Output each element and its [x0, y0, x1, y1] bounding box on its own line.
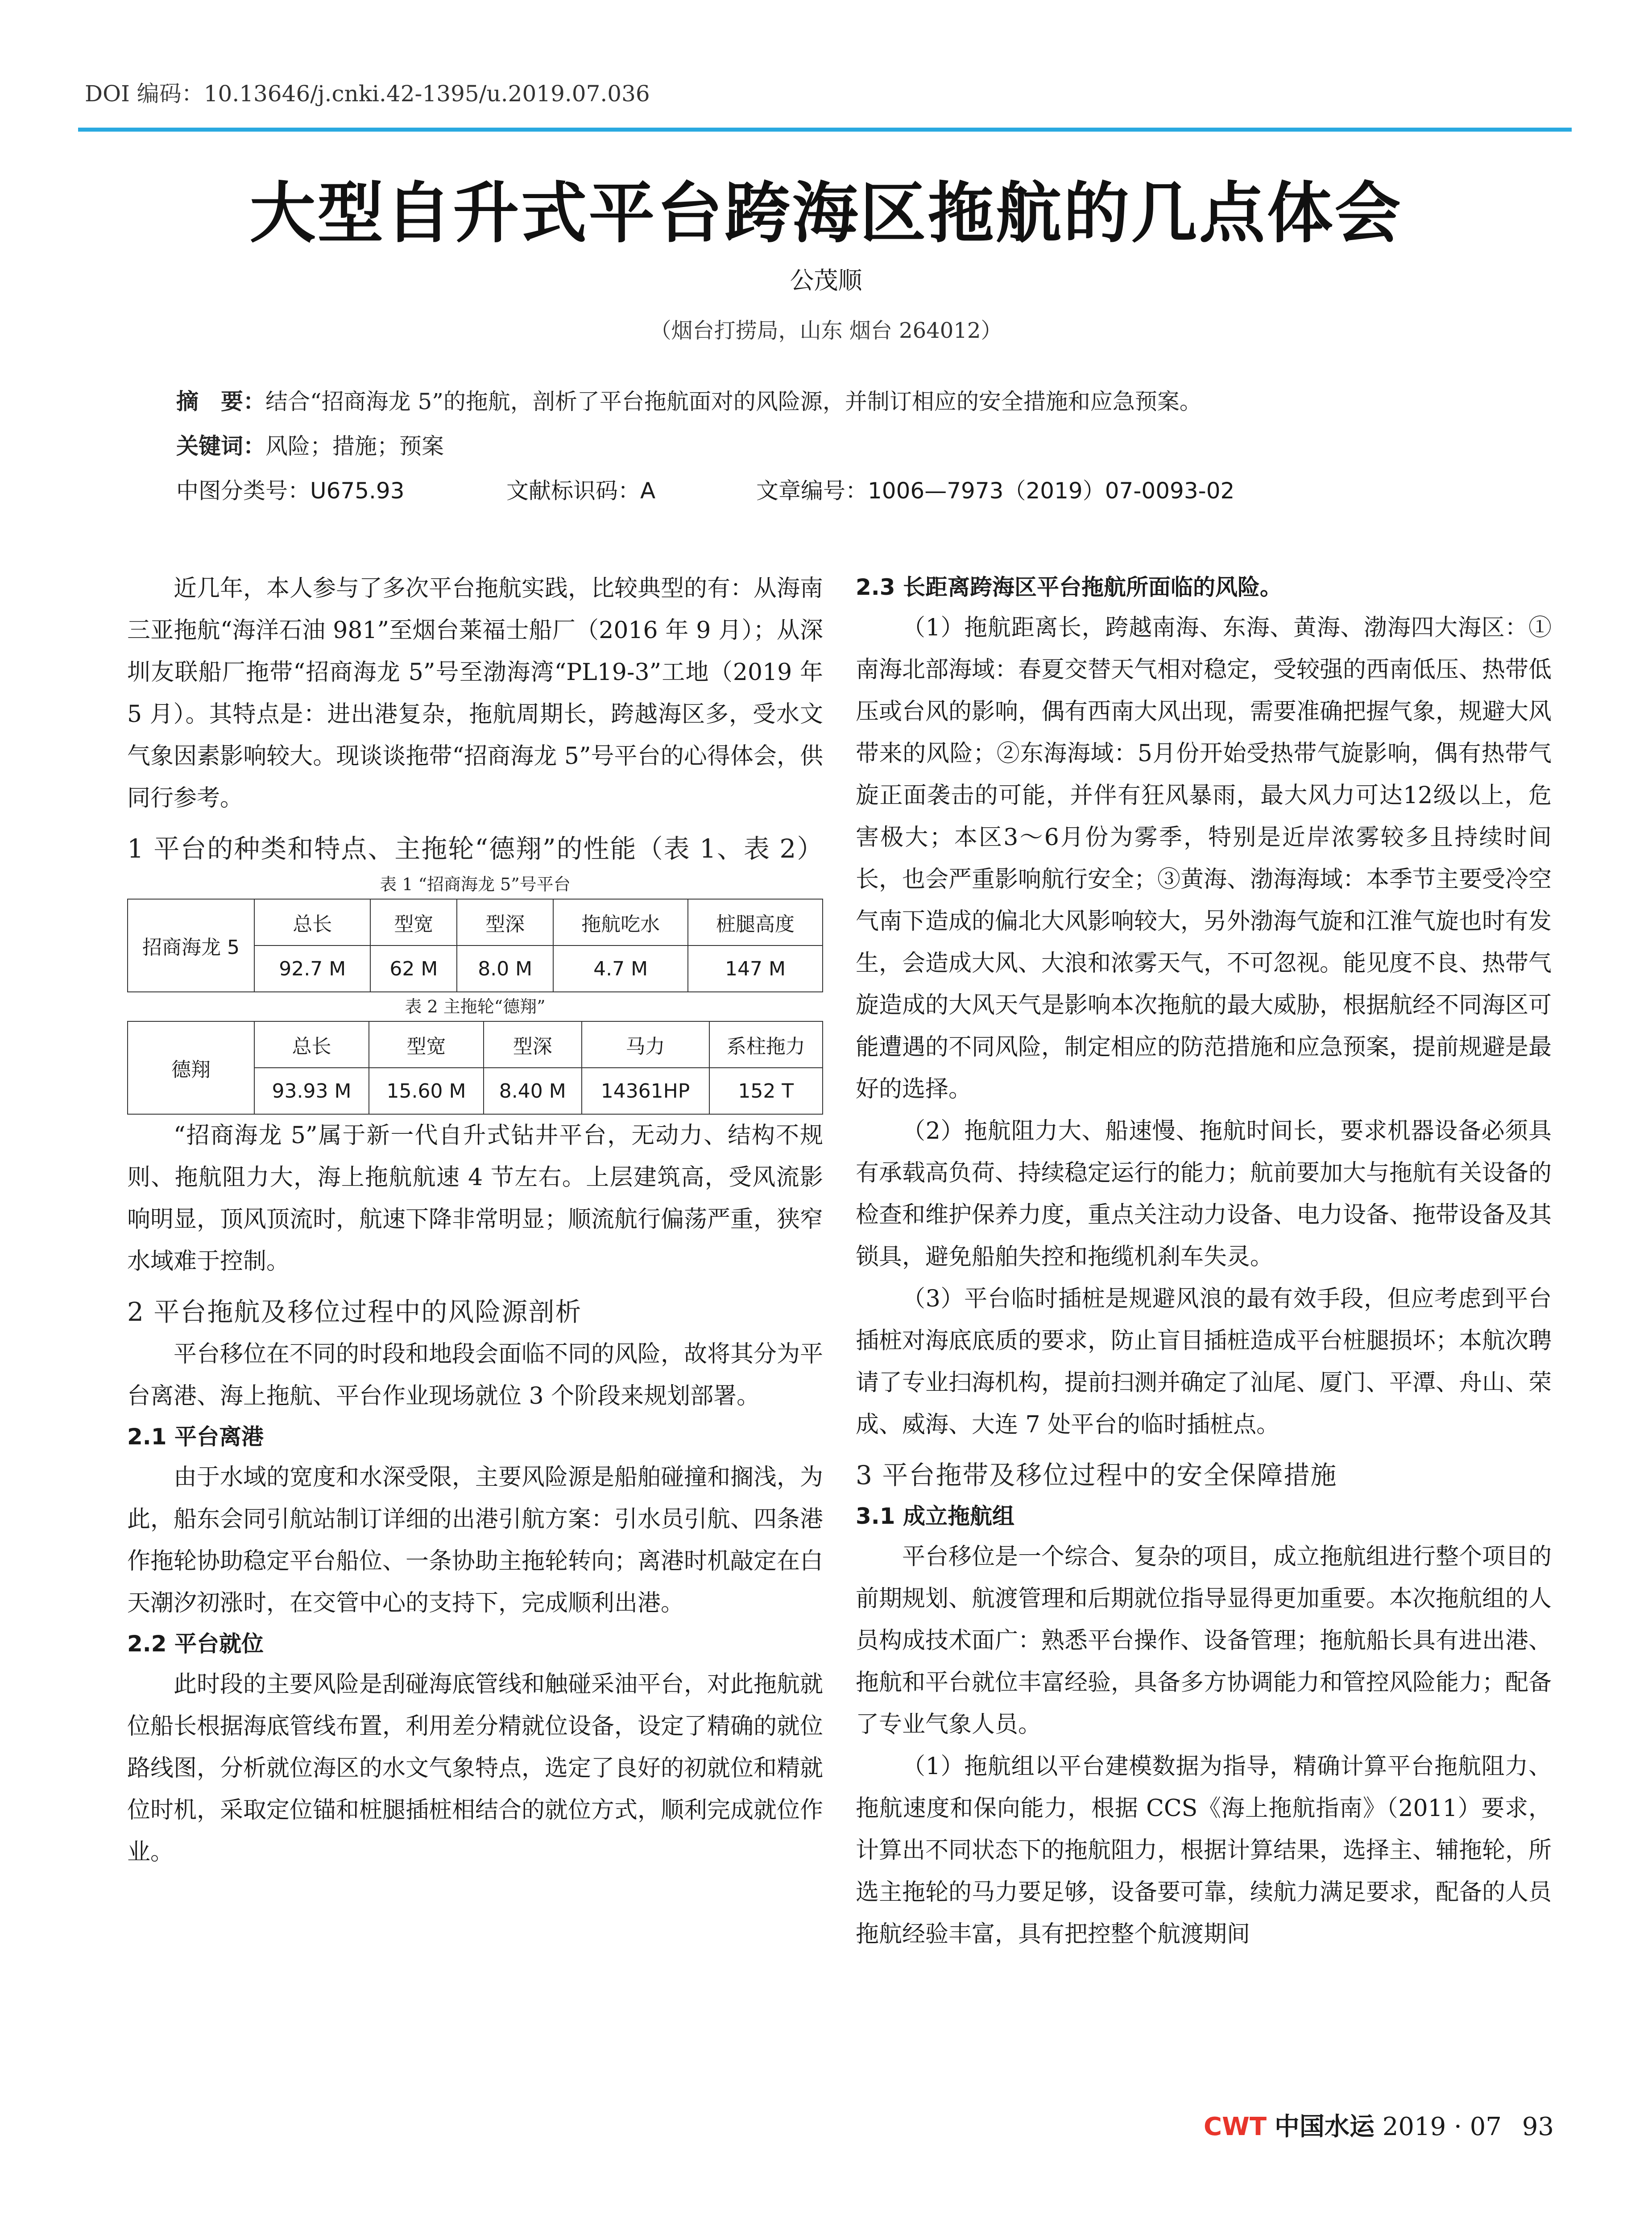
table-2-header: 型深: [484, 1021, 582, 1068]
clc-number: 中图分类号：U675.93: [176, 478, 405, 504]
article-title: 大型自升式平台跨海区拖航的几点体会: [249, 174, 1403, 252]
page-footer: [1204, 2107, 1554, 2143]
abstract-label: 摘 要：: [176, 389, 265, 415]
table-2-cell: 93.93 M: [254, 1068, 369, 1114]
subsection-3-1-paragraph: 平台移位是一个综合、复杂的项目，成立拖航组进行整个项目的前期规划、航渡管理和后期就位指导显得更加重要。本次拖航组的人员构成技术面广：熟悉平台操作、设备管理；拖航船长具有进出港、拖航和平台就位丰富经验，具备多方协调能力和管控风险能力；配备了专业气象人员。: [856, 1543, 1552, 1738]
author: 公茂顺: [790, 266, 862, 294]
table-1: [127, 899, 823, 992]
section-2-heading: 2 平台拖航及移位过程中的风险源剖析: [127, 1297, 582, 1327]
table-1-header: 桩腿高度: [688, 899, 823, 945]
issue-number: 2019 · 07: [1382, 2112, 1502, 2141]
table-1-cell: 8.0 M: [457, 945, 553, 992]
subsection-2-1-paragraph: 由于水域的宽度和水深受限，主要风险源是船舶碰撞和搁浅，为此，船东会同引航站制订详细的出港引航方案：引水员引航、四条港作拖轮协助稳定平台船位、一条协助主拖轮转向；离港时机敲定在白天潮汐初涨时，在交管中心的支持下，完成顺利出港。: [127, 1464, 824, 1617]
platform-description: “招商海龙 5”属于新一代自升式钻井平台，无动力、结构不规则、拖航阻力大，海上拖航航速 4 节左右。上层建筑高，受风流影响明显，顶风顶流时，航速下降非常明显；顺流航行偏荡严重，狭窄水域难于控制。: [127, 1122, 824, 1275]
cwt-logo: CWT: [1204, 2112, 1267, 2141]
risk-item-2: （2）拖航阻力大、船速慢、拖航时间长，要求机器设备必须具有承载高负荷、持续稳定运行的能力；航前要加大与拖航有关设备的检查和维护保养力度，重点关注动力设备、电力设备、拖带设备及其锁具，避免船舶失控和拖缆机刹车失灵。: [856, 1118, 1552, 1270]
table-1-cell: 92.7 M: [254, 945, 370, 992]
section-2-paragraph: 平台移位在不同的时段和地段会面临不同的风险，故将其分为平台离港、海上拖航、平台作业现场就位 3 个阶段来规划部署。: [127, 1341, 824, 1410]
keywords-label: 关键词：: [176, 433, 265, 459]
intro-paragraph: 近几年，本人参与了多次平台拖航实践，比较典型的有：从海南三亚拖航“海洋石油 981”至烟台莱福士船厂（2016 年 9 月）；从深圳友联船厂拖带“招商海龙 5”号至渤海湾“PL19-3”工地（2019 年 5 月）。其特点是：进出港复杂，拖航周期长，跨越海区多，受水文气象因素影响较大。现谈谈拖带“招商海龙 5”号平台的心得体会，供同行参考。: [127, 575, 824, 812]
subsection-2-2-paragraph: 此时段的主要风险是刮碰海底管线和触碰采油平台，对此拖航就位船长根据海底管线布置，利用差分精就位设备，设定了精确的就位路线图，分析就位海区的水文气象特点，选定了良好的初就位和精就位时机，采取定位锚和桩腿插桩相结合的就位方式，顺利完成就位作业。: [127, 1671, 824, 1866]
table-1-header: 总长: [254, 899, 370, 945]
table-2-cell: 8.40 M: [484, 1068, 582, 1114]
risk-item-1: （1）拖航距离长，跨越南海、东海、黄海、渤海四大海区：①南海北部海域：春夏交替天气相对稳定，受较强的西南低压、热带低压或台风的影响，偶有西南大风出现，需要准确把握气象，规避大风带来的风险；②东海海域：5月份开始受热带气旋影响，偶有热带气旋正面袭击的可能，并伴有狂风暴雨，最大风力可达12级以上，危害极大；本区3～6月份为雾季，特别是近岸浓雾较多且持续时间长，也会严重影响航行安全；③黄海、渤海海域：本季节主要受冷空气南下造成的偏北大风影响较大，另外渤海气旋和江淮气旋也时有发生，会造成大风、大浪和浓雾天气，不可忽视。能见度不良、热带气旋造成的大风天气是影响本次拖航的最大威胁，根据航经不同海区可能遭遇的不同风险，制定相应的防范措施和应急预案，提前规避是最好的选择。: [856, 614, 1552, 1103]
table-1-header: 型深: [457, 899, 553, 945]
risk-item-3: （3）平台临时插桩是规避风浪的最有效手段，但应考虑到平台插桩对海底底质的要求，防止盲目插桩造成平台桩腿损坏；本航次聘请了专业扫海机构，提前扫测并确定了汕尾、厦门、平潭、舟山、荣成、威海、大连 7 处平台的临时插桩点。: [856, 1286, 1552, 1438]
page-number: 93: [1522, 2112, 1554, 2141]
table-1-cell: 4.7 M: [553, 945, 688, 992]
keywords-text: 风险；措施；预案: [265, 433, 444, 459]
header-rule: [78, 128, 1572, 132]
right-column: [856, 568, 1552, 1955]
subsection-2-1-heading: 2.1 平台离港: [127, 1424, 264, 1450]
table-2-name: 德翔: [128, 1021, 254, 1114]
table-2-cell: 152 T: [709, 1068, 823, 1114]
table-1-caption: 表 1 “招商海龙 5”号平台: [380, 875, 571, 894]
table-2-header: 型宽: [369, 1021, 484, 1068]
table-1-cell: 62 M: [370, 945, 457, 992]
section-3-heading: 3 平台拖带及移位过程中的安全保障措施: [856, 1460, 1337, 1490]
table-1-name: 招商海龙 5: [128, 899, 254, 992]
table-2: [127, 1021, 823, 1115]
subsection-2-2-heading: 2.2 平台就位: [127, 1631, 264, 1657]
left-column: [127, 568, 823, 1873]
abstract-text: 结合“招商海龙 5”的拖航，剖析了平台拖航面对的风险源，并制订相应的安全措施和应急预案。: [265, 389, 1202, 415]
keywords: [176, 428, 444, 460]
table-2-header: 马力: [582, 1021, 709, 1068]
subsection-2-3-heading: 2.3 长距离跨海区平台拖航所面临的风险。: [856, 574, 1282, 600]
section-1-heading: 1 平台的种类和特点、主拖轮“德翔”的性能（表 1、表 2）: [127, 834, 824, 864]
table-2-header: 总长: [254, 1021, 369, 1068]
subsection-3-1-heading: 3.1 成立拖航组: [856, 1503, 1014, 1529]
document-code: 文献标识码：A: [506, 478, 656, 504]
table-2-caption: 表 2 主拖轮“德翔”: [405, 997, 546, 1016]
abstract: [176, 384, 1202, 416]
table-1-header: 型宽: [370, 899, 457, 945]
doi-header: DOI 编码：10.13646/j.cnki.42-1395/u.2019.07.036: [85, 81, 650, 107]
measure-item-1: （1）拖航组以平台建模数据为指导，精确计算平台拖航阻力、拖航速度和保向能力，根据 CCS《海上拖航指南》（2011）要求，计算出不同状态下的拖航阻力，根据计算结果，选择主、辅拖轮，所选主拖轮的马力要足够，设备要可靠，续航力满足要求，配备的人员拖航经验丰富，具有把控整个航渡期间: [856, 1753, 1552, 1948]
table-2-header: 系柱拖力: [709, 1021, 823, 1068]
affiliation: （烟台打捞局，山东 烟台 264012）: [650, 318, 1002, 343]
table-1-cell: 147 M: [688, 945, 823, 992]
table-1-header: 拖航吃水: [553, 899, 688, 945]
article-number: 文章编号：1006—7973（2019）07-0093-02: [756, 478, 1235, 504]
table-2-cell: 14361HP: [582, 1068, 709, 1114]
journal-name: 中国水运: [1274, 2112, 1375, 2141]
table-2-cell: 15.60 M: [369, 1068, 484, 1114]
